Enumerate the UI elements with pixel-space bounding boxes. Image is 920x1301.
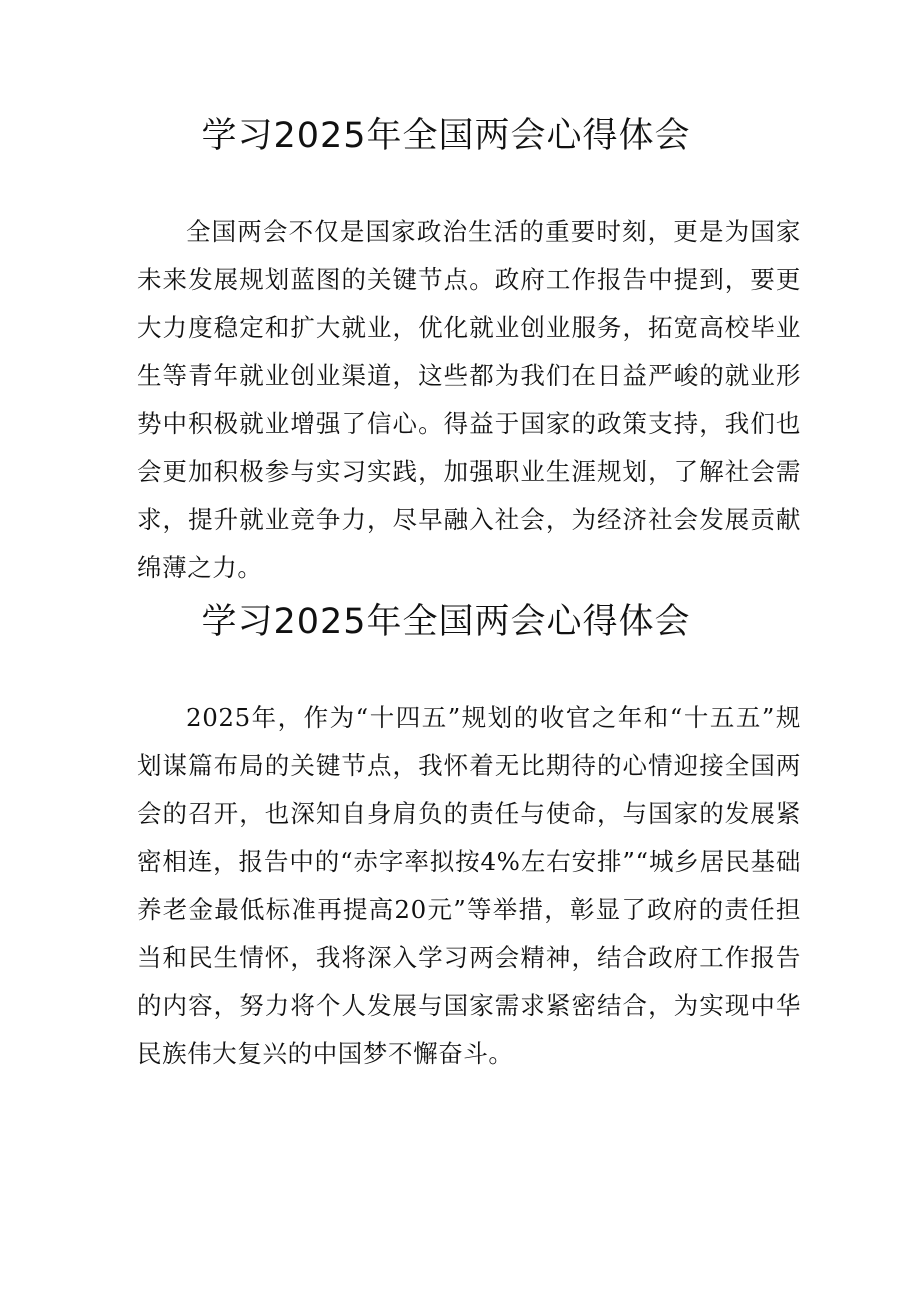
section-2-title: 学习2025年全国两会心得体会 [201, 602, 691, 642]
section-1-paragraph: 全国两会不仅是国家政治生活的重要时刻，更是为国家未来发展规划蓝图的关键节点。政府工作报告中提到，要更大力度稳定和扩大就业，优化就业创业服务，拓宽高校毕业生等青年就业创业渠道，这些都为我们在日益严峻的就业形势中积极就业增强了信心。得益于国家的政策支持，我们也会更加积极参与实习实践，加强职业生涯规划，了解社会需求，提升就业竞争力，尽早融入社会，为经济社会发展贡献绵薄之力。 [137, 217, 801, 582]
section-1-title: 学习2025年全国两会心得体会 [201, 116, 691, 156]
section-2-paragraph: 2025年，作为“十四五”规划的收官之年和“十五五”规划谋篇布局的关键节点，我怀着无比期待的心情迎接全国两会的召开，也深知自身肩负的责任与使命，与国家的发展紧密相连，报告中的“赤字率拟按4%左右安排”“城乡居民基础养老金最低标准再提高20元”等举措，彰显了政府的责任担当和民生情怀，我将深入学习两会精神，结合政府工作报告的内容，努力将个人发展与国家需求紧密结合，为实现中华民族伟大复兴的中国梦不懈奋斗。 [137, 703, 801, 1068]
